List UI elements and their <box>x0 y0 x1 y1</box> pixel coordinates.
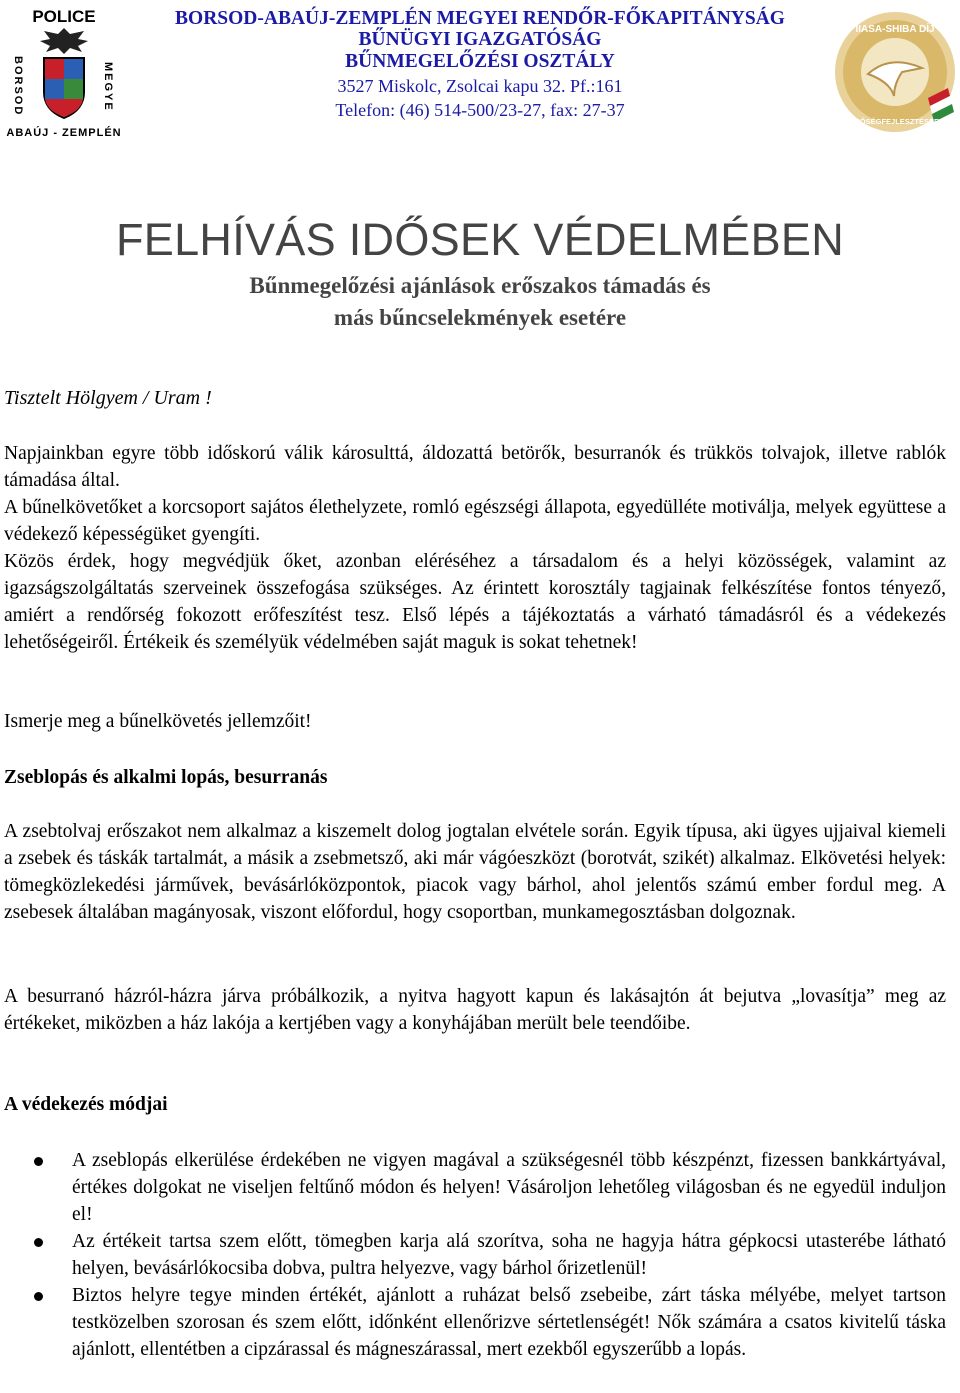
list-item <box>4 1147 946 1228</box>
bullet-text: Az értékeit tartsa szem előtt, tömegben karja alá szorítva, soha ne hagyja hátra gépkocsi utasterébe látható helyen, bevásárlókocsiba dobva, pultra helyezve, vagy bárhol őrizetlenül! <box>72 1231 946 1279</box>
subtitle-line-2: más bűncselekmények esetére <box>333 305 627 330</box>
intro-paragraph-2: A bűnelkövetőket a korcsoport sajátos élethelyzete, romló egészségi állapota, egyedülléte motiválja, melyek együttese a védekező képességüket gyengíti. <box>4 497 946 545</box>
quality-award-seal-logo <box>832 2 958 142</box>
bullet-icon <box>34 1292 43 1301</box>
list-item <box>4 1282 946 1363</box>
agency-directorate: BŰNÜGYI IGAZGATÓSÁG <box>358 29 602 50</box>
agency-phone: Telefon: (46) 514-500/23-27, fax: 27-37 <box>335 100 625 120</box>
intro-paragraphs <box>4 440 946 656</box>
award-seal-lower-text: MINŐSÉGFEJLESZTÉSÉRT <box>846 117 944 126</box>
police-logo-left-text: BORSOD <box>12 56 24 117</box>
police-crest-logo <box>4 4 124 140</box>
police-logo-bottom-text: ABAÚJ - ZEMPLÉN <box>6 127 122 139</box>
ismerje-line: Ismerje meg a bűnelkövetés jellemzőit! <box>4 711 312 732</box>
agency-block <box>130 8 830 122</box>
bullet-text: A zseblopás elkerülése érdekében ne vigyen magával a szükségesnél több készpénzt, fizessen bankkártyával, értékes dolgokat ne viseljen feltűnő módon és helyen! Vásároljon lehetőleg világosban és ne egyedül induljon el! <box>72 1150 946 1225</box>
agency-name: BORSOD-ABAÚJ-ZEMPLÉN MEGYEI RENDŐR-FŐKAPITÁNYSÁG <box>175 8 785 29</box>
agency-address: 3527 Miskolc, Zsolcai kapu 32. Pf.:161 <box>337 76 623 96</box>
section-heading-pickpocketing: Zseblopás és alkalmi lopás, besurranás <box>4 767 328 788</box>
list-item <box>4 1228 946 1282</box>
police-logo-right-text: MEGYE <box>102 62 114 112</box>
award-seal-arc-text: IIASA-SHIBA DÍJ <box>855 24 935 35</box>
document-title: FELHÍVÁS IDŐSEK VÉDELMÉBEN <box>115 214 845 265</box>
document-subtitle <box>0 270 960 334</box>
intro-paragraph-3: Közös érdek, hogy megvédjük őket, azonban eléréséhez a társadalom és a helyi közösségek, valamint az igazságszolgáltatás szerveinek összefogása szükséges. Az érintett korosztály tagjainak felkészítése fontos tényező, amiért a rendőrség fokozott erőfeszítést tesz. Első lépés a tájékoztatás a várható támadásról és a védekezés lehetőségeiről. Értékeik és személyük védelmében saját maguk is sokat tehetnek! <box>4 551 946 653</box>
salutation: Tisztelt Hölgyem / Uram ! <box>4 387 212 409</box>
subtitle-line-1: Bűnmegelőzési ajánlások erőszakos támadás és <box>249 273 711 298</box>
agency-department: BŰNMEGELŐZÉSI OSZTÁLY <box>345 51 615 72</box>
bullet-icon <box>34 1238 43 1247</box>
pickpocket-paragraph: A zsebtolvaj erőszakot nem alkalmaz a kiszemelt dolog jogtalan elvétele során. Egyik típusa, aki ügyes ujjaival kiemeli a zsebek és táskák tartalmát, a másik a zsebmetsző, aki már vágóeszközt (borotvát, szikét) alkalmaz. Elkövetési helyek: tömegközlekedési járművek, bevásárlóközpontok, piacok vagy bárhol, ahol jelentős számú ember fordul meg. A zsebesek általában magányosak, viszont előfordul, hogy csoportban, munkamegosztásban dolgoznak. <box>4 821 946 923</box>
sneak-thief-paragraph: A besurranó házról-házra járva próbálkozik, a nyitva hagyott kapun és lakásajtón át bejutva „lovasítja” meg az értékeket, miközben a ház lakója a kertjében vagy a konyhájában merült bele teendőibe. <box>4 986 946 1034</box>
intro-paragraph-1: Napjainkban egyre több időskorú válik károsulttá, áldozattá betörők, besurranók és trükkös tolvajok, illetve rablók támadása által. <box>4 443 946 491</box>
letterhead <box>0 0 960 150</box>
bullet-text: Biztos helyre tegye minden értékét, ajánlott a ruházat belső zsebeibe, zárt táska mélyébe, melyet tartson testközelben szorosan és szem előtt, időnként ellenőrizve sértetlenségét! Nők számára a csatos kivitelű táska ajánlott, ellentétben a cipzárassal és mágneszárassal, mert ezekből egyszerűbb a lopás. <box>72 1285 946 1360</box>
defense-bullet-list <box>4 1147 946 1363</box>
police-logo-text: POLICE <box>32 7 96 26</box>
bullet-icon <box>34 1157 43 1166</box>
section-heading-defense: A védekezés módjai <box>4 1094 168 1115</box>
